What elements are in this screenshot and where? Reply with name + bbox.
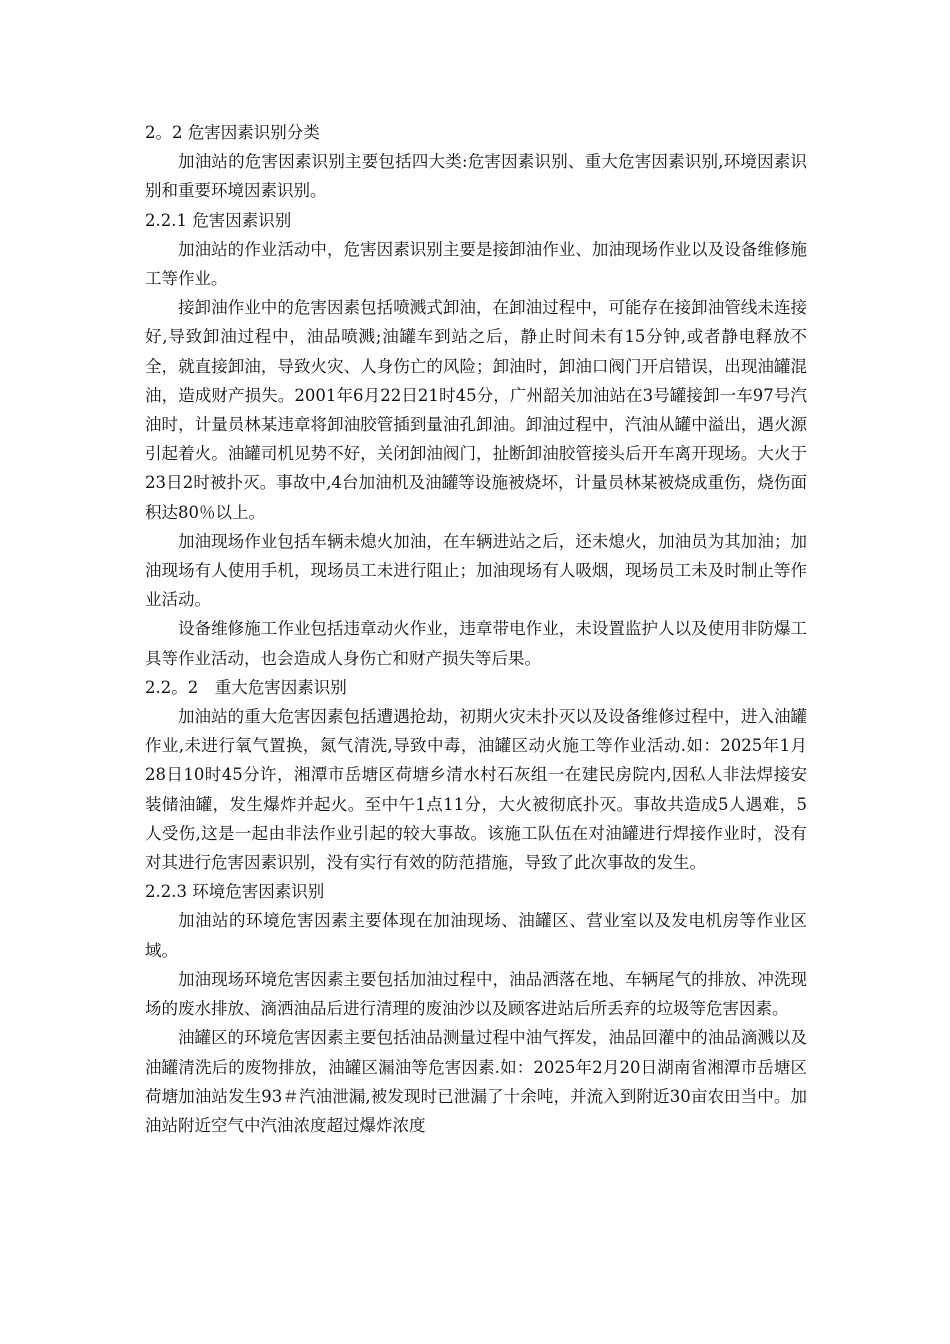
section-heading-2-2-2: 2.2。2 重大危害因素识别: [145, 677, 347, 697]
paragraph-major-hazards: 加油站的重大危害因素包括遭遇抢劫，初期火灾未扑灭以及设备维修过程中，进入油罐作业,未进行氧气置换，氮气清洗,导致中毒，油罐区动火施工等作业活动.如：2025年1月28日10时45分许，湘潭市岳塘区荷塘乡清水村石灰组一在建民房院内,因私人非法焊接安装储油罐，发生爆炸并起火。至中午1点11分，大火被彻底扑灭。事故共造成5人遇难，5人受伤,这是一起由非法作业引起的较大事故。该施工队伍在对油罐进行焊接作业时，没有对其进行危害因素识别，没有实行有效的防范措施，导致了此次事故的发生。: [145, 707, 807, 873]
paragraph-refueling-site: 加油现场作业包括车辆未熄火加油，在车辆进站之后，还未熄火，加油员为其加油；加油现场有人使用手机，现场员工未进行阻止；加油现场有人吸烟，现场员工未及时制止等作业活动。: [145, 531, 807, 610]
paragraph-operations: 加油站的作业活动中，危害因素识别主要是接卸油作业、加油现场作业以及设备维修施工等作业。: [145, 239, 807, 289]
paragraph-intro: 加油站的危害因素识别主要包括四大类:危害因素识别、重大危害因素识别,环境因素识别和重要环境因素识别。: [145, 152, 807, 201]
section-heading-2-2: 2。2 危害因素识别分类: [145, 123, 320, 142]
paragraph-tank-area-environment: 油罐区的环境危害因素主要包括油品测量过程中油气挥发，油品回灌中的油品滴溅以及油罐清洗后的废物排放，油罐区漏油等危害因素.如：2025年2月20日湖南省湘潭市岳塘区荷塘加油站发生93＃汽油泄漏,被发现时已泄漏了十余吨，并流入到附近30亩农田当中。加油站附近空气中汽油浓度超过爆炸浓度: [145, 1028, 807, 1135]
paragraph-unloading: 接卸油作业中的危害因素包括喷溅式卸油，在卸油过程中，可能存在接卸油管线未连接好,导致卸油过程中，油品喷溅;油罐车到站之后，静止时间未有15分钟,或者静电释放不全，就直接卸油，导致火灾、人身伤亡的风险；卸油时，卸油口阀门开启错误，出现油罐混油，造成财产损失。2001年6月22日21时45分，广州韶关加油站在3号罐接卸一车97号汽油时，计量员林某违章将卸油胶管插到量油孔卸油。卸油过程中，汽油从罐中溢出，遇火源引起着火。油罐司机见势不好，关闭卸油阀门，扯断卸油胶管接头后开车离开现场。大火于23日2时被扑灭。事故中,4台加油机及油罐等设施被烧坏，计量员林某被烧成重伤，烧伤面积达80％以上。: [145, 298, 807, 522]
paragraph-environment-areas: 加油站的环境危害因素主要体现在加油现场、油罐区、营业室以及发电机房等作业区域。: [145, 911, 807, 960]
paragraph-maintenance: 设备维修施工作业包括违章动火作业，违章带电作业，未设置监护人以及使用非防爆工具等作业活动，也会造成人身伤亡和财产损失等后果。: [145, 619, 807, 668]
section-heading-2-2-1: 2.2.1 危害因素识别: [145, 210, 292, 230]
section-heading-2-2-3: 2.2.3 环境危害因素识别: [145, 882, 325, 902]
document-page: [145, 118, 807, 1140]
paragraph-refueling-environment: 加油现场环境危害因素主要包括加油过程中，油品洒落在地、车辆尾气的排放、冲洗现场的废水排放、滴洒油品后进行清理的废油沙以及顾客进站后所丢弃的垃圾等危害因素。: [145, 969, 807, 1019]
